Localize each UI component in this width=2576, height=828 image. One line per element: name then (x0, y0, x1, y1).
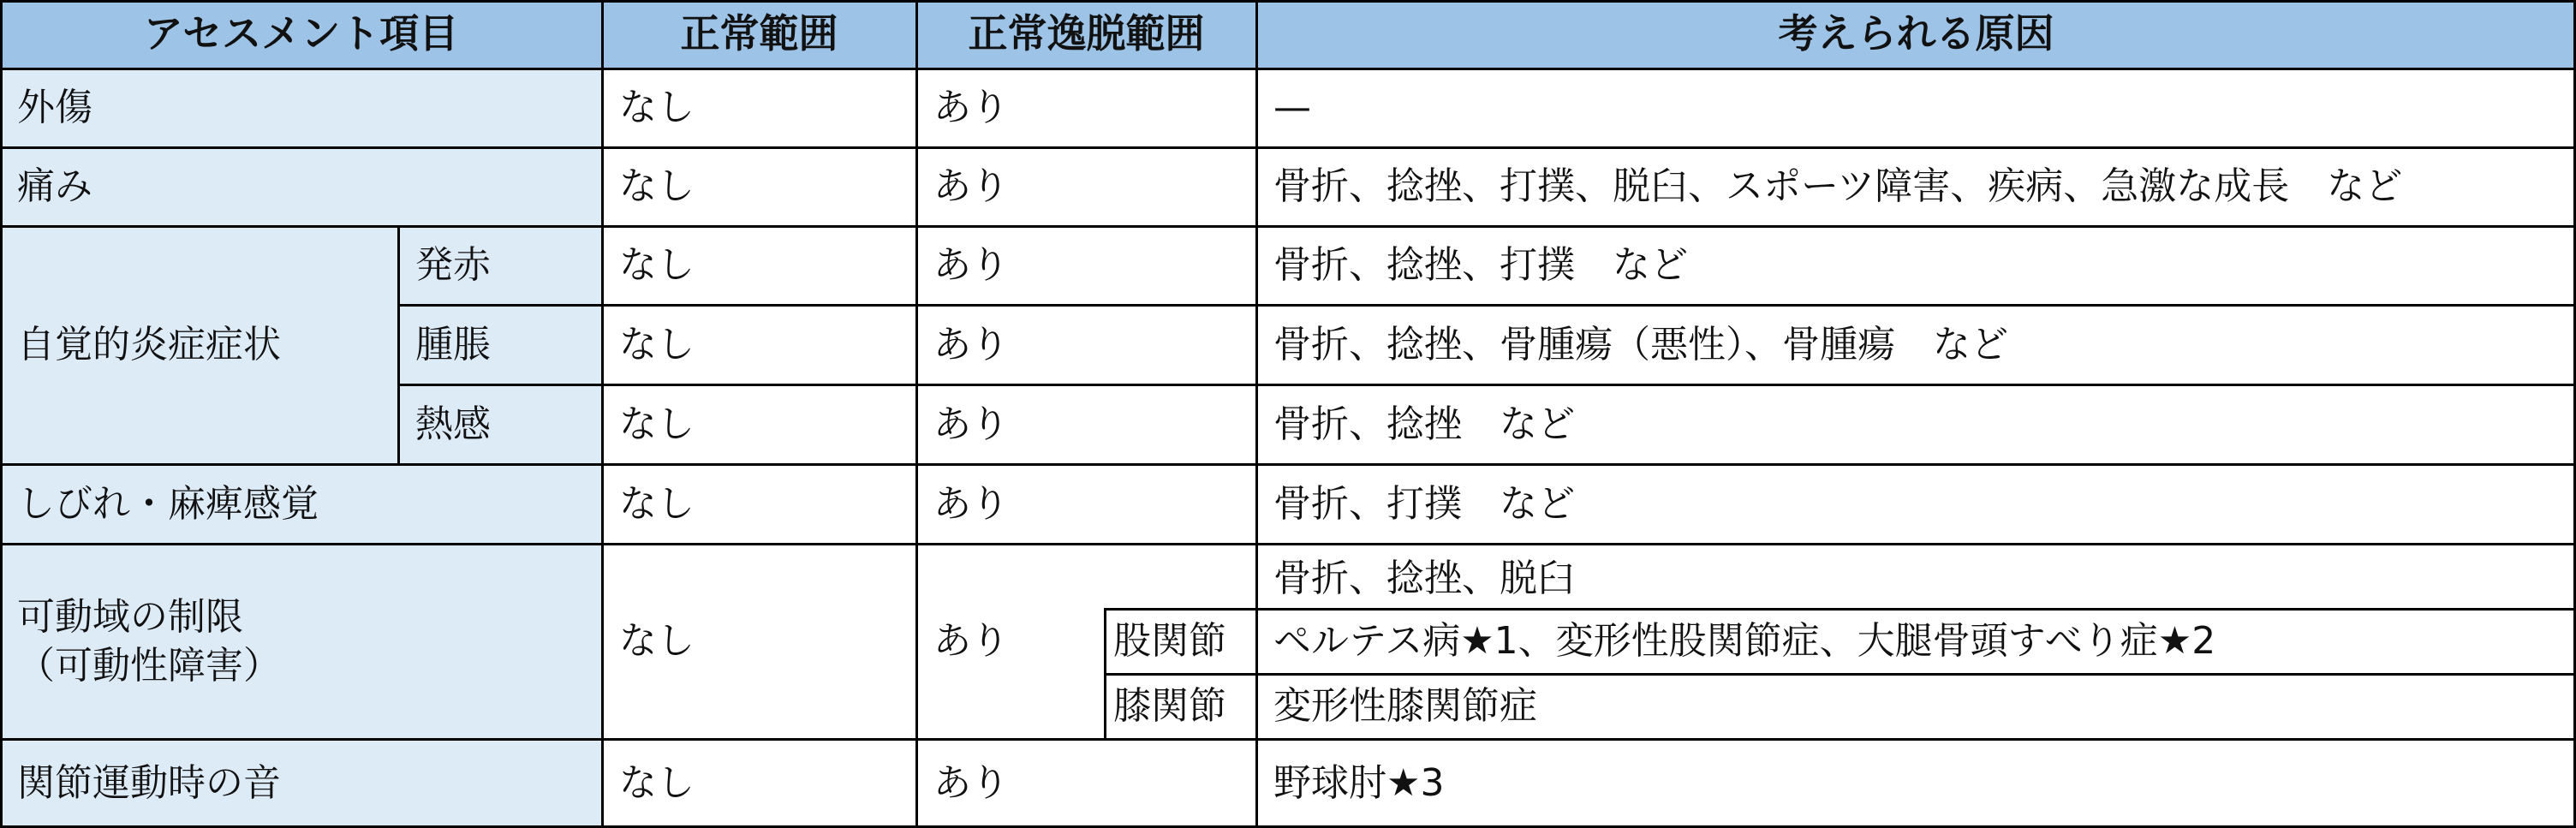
row-rom-hip-causes: ペルテス病★1、変形性股関節症、大腿骨頭すべり症★2 (1256, 609, 2576, 674)
grid-line (0, 146, 2576, 149)
row-numbness-causes: 骨折、打撲 など (1256, 464, 2576, 544)
grid-line (0, 543, 2576, 545)
grid-line (0, 463, 2576, 466)
grid-line (915, 0, 918, 828)
row-numbness-normal: なし (602, 464, 916, 544)
row-rom-normal: なし (602, 544, 916, 739)
grid-line (398, 304, 2576, 307)
header-normal: 正常範囲 (602, 0, 916, 69)
row-swelling-normal: なし (602, 305, 916, 384)
header-abnormal: 正常逸脱範囲 (916, 0, 1256, 69)
row-rom-knee-joint: 膝関節 (1105, 674, 1256, 739)
row-trauma-causes: — (1256, 69, 2576, 147)
grid-line (0, 225, 2576, 228)
grid-line (1105, 673, 2576, 676)
header-causes: 考えられる原因 (1256, 0, 2576, 69)
row-redness-item: 発赤 (398, 226, 602, 305)
grid-line (0, 68, 2576, 70)
row-rom-item (0, 544, 602, 739)
header-item: アセスメント項目 (0, 0, 602, 69)
row-joint-sound-causes: 野球肘★3 (1256, 739, 2576, 828)
row-rom-knee-causes: 変形性膝関節症 (1256, 674, 2576, 739)
row-inflammation-item: 自覚的炎症症状 (0, 226, 398, 464)
row-joint-sound-item: 関節運動時の音 (0, 739, 602, 828)
row-swelling-causes: 骨折、捻挫、骨腫瘍（悪性）、骨腫瘍 など (1256, 305, 2576, 384)
row-pain-normal: なし (602, 147, 916, 226)
row-trauma-item: 外傷 (0, 69, 602, 147)
row-heat-normal: なし (602, 384, 916, 464)
row-heat-causes: 骨折、捻挫 など (1256, 384, 2576, 464)
grid-line (1255, 0, 1258, 828)
row-numbness-abnormal: あり (916, 464, 1256, 544)
row-pain-causes: 骨折、捻挫、打撲、脱臼、スポーツ障害、疾病、急激な成長 など (1256, 147, 2576, 226)
row-trauma-normal: なし (602, 69, 916, 147)
row-rom-item-line2: （可動性障害） (17, 644, 281, 688)
grid-line (1105, 608, 2576, 611)
row-rom-general-causes: 骨折、捻挫、脱臼 (1256, 544, 2576, 609)
row-pain-abnormal: あり (916, 147, 1256, 226)
grid-line (0, 0, 2576, 3)
row-redness-causes: 骨折、捻挫、打撲 など (1256, 226, 2576, 305)
grid-line (601, 0, 604, 828)
row-pain-item: 痛み (0, 147, 602, 226)
row-swelling-item: 腫脹 (398, 305, 602, 384)
grid-line (0, 738, 2576, 741)
grid-line (397, 225, 400, 464)
row-rom-hip-joint: 股関節 (1105, 609, 1256, 674)
grid-line (0, 0, 3, 828)
row-heat-abnormal: あり (916, 384, 1256, 464)
row-swelling-abnormal: あり (916, 305, 1256, 384)
grid-line (398, 384, 2576, 386)
row-numbness-item: しびれ・麻痺感覚 (0, 464, 602, 544)
row-rom-abnormal: あり (916, 544, 1105, 739)
grid-line (1104, 608, 1106, 739)
row-joint-sound-abnormal: あり (916, 739, 1256, 828)
row-rom-item-line1: 可動域の制限 (17, 594, 243, 639)
row-redness-abnormal: あり (916, 226, 1256, 305)
row-trauma-abnormal: あり (916, 69, 1256, 147)
row-redness-normal: なし (602, 226, 916, 305)
row-heat-item: 熱感 (398, 384, 602, 464)
row-joint-sound-normal: なし (602, 739, 916, 828)
